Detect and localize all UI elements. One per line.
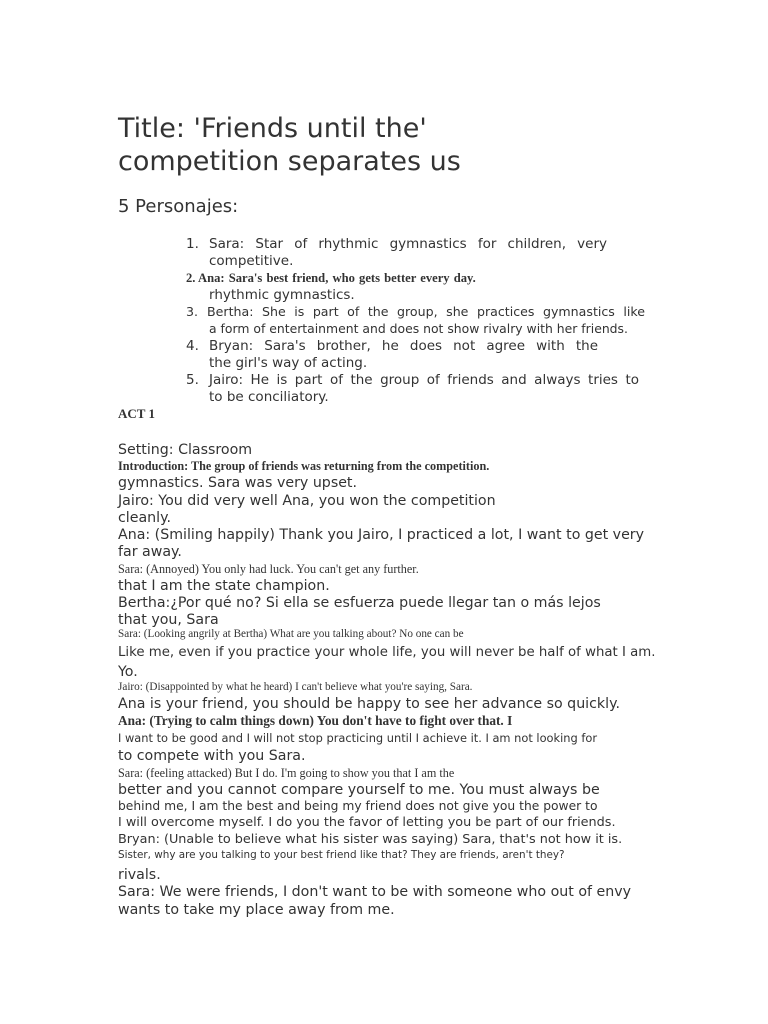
dialogue-line: gymnastics. Sara was very upset. [118,475,358,491]
dialogue-line: Bryan: (Unable to believe what his sister was saying) Sara, that's not how it is. [118,832,623,847]
character-5-line-2: to be conciliatory. [209,389,329,405]
character-2-number: 2. [186,271,196,285]
dialogue-line: wants to take my place away from me. [118,902,395,918]
dialogue-line: better and you cannot compare yourself to me. You must always be [118,782,600,798]
dialogue-line: I want to be good and I will not stop practicing until I achieve it. I am not looking for [118,731,598,745]
dialogue-line: Sister, why are you talking to your best friend like that? They are friends, aren't they? [118,849,565,861]
dialogue-line: Introduction: The group of friends was returning from the competition. [118,459,490,473]
dialogue-line: Jairo: (Disappointed by what he heard) I can't believe what you're saying, Sara. [118,681,473,693]
dialogue-line: Like me, even if you practice your whole life, you will never be half of what I am. [118,645,656,660]
character-2-line-1: Ana: Sara's best friend, who gets better every day. [198,271,476,285]
dialogue-line: that I am the state champion. [118,578,330,594]
dialogue-line: Ana: (Smiling happily) Thank you Jairo, I practiced a lot, I want to get very [118,527,645,543]
dialogue-line: cleanly. [118,510,171,526]
dialogue-line: Ana: (Trying to calm things down) You don't have to fight over that. I [118,713,513,728]
character-1-number: 1. [186,236,199,252]
dialogue-line: Ana is your friend, you should be happy to see her advance so quickly. [118,696,620,712]
dialogue-line: Jairo: You did very well Ana, you won the competition [118,493,496,509]
character-4-line-2: the girl's way of acting. [209,355,368,371]
characters-heading: 5 Personajes: [118,196,239,217]
setting-line: Setting: Classroom [118,442,253,458]
dialogue-line: Sara: We were friends, I don't want to be with someone who out of envy [118,884,632,900]
character-4-line-1: Bryan: Sara's brother, he does not agree with the [209,338,598,354]
document-title-line-2: competition separates us [118,146,461,177]
character-2-line-2: rhythmic gymnastics. [209,287,355,303]
dialogue-line: Sara: (Looking angrily at Bertha) What are you talking about? No one can be [118,628,464,640]
document-title-line-1: Title: 'Friends until the' [118,113,427,144]
character-5-number: 5. [186,372,199,388]
dialogue-line: I will overcome myself. I do you the favor of letting you be part of our friends. [118,815,616,830]
character-3-line-2: a form of entertainment and does not show rivalry with her friends. [209,321,628,336]
character-1-line-2: competitive. [209,253,294,269]
dialogue-line: Sara: (Annoyed) You only had luck. You can't get any further. [118,562,419,576]
dialogue-line: Bertha:¿Por qué no? Si ella se esfuerza puede llegar tan o más lejos [118,595,601,611]
character-3-line-1: Bertha: She is part of the group, she practices gymnastics like [207,304,645,319]
dialogue-line: that you, Sara [118,612,219,628]
dialogue-line: behind me, I am the best and being my friend does not give you the power to [118,799,598,813]
character-4-number: 4. [186,338,199,354]
character-3-number: 3. [186,304,199,319]
dialogue-line: Sara: (feeling attacked) But I do. I'm going to show you that I am the [118,766,455,780]
character-1-line-1: Sara: Star of rhythmic gymnastics for children, very [209,236,607,252]
dialogue-line: far away. [118,544,182,560]
dialogue-line: to compete with you Sara. [118,748,306,764]
character-5-line-1: Jairo: He is part of the group of friends and always tries to [209,372,639,388]
dialogue-line: rivals. [118,867,161,883]
dialogue-line: Yo. [118,664,138,680]
act-heading: ACT 1 [118,406,155,421]
